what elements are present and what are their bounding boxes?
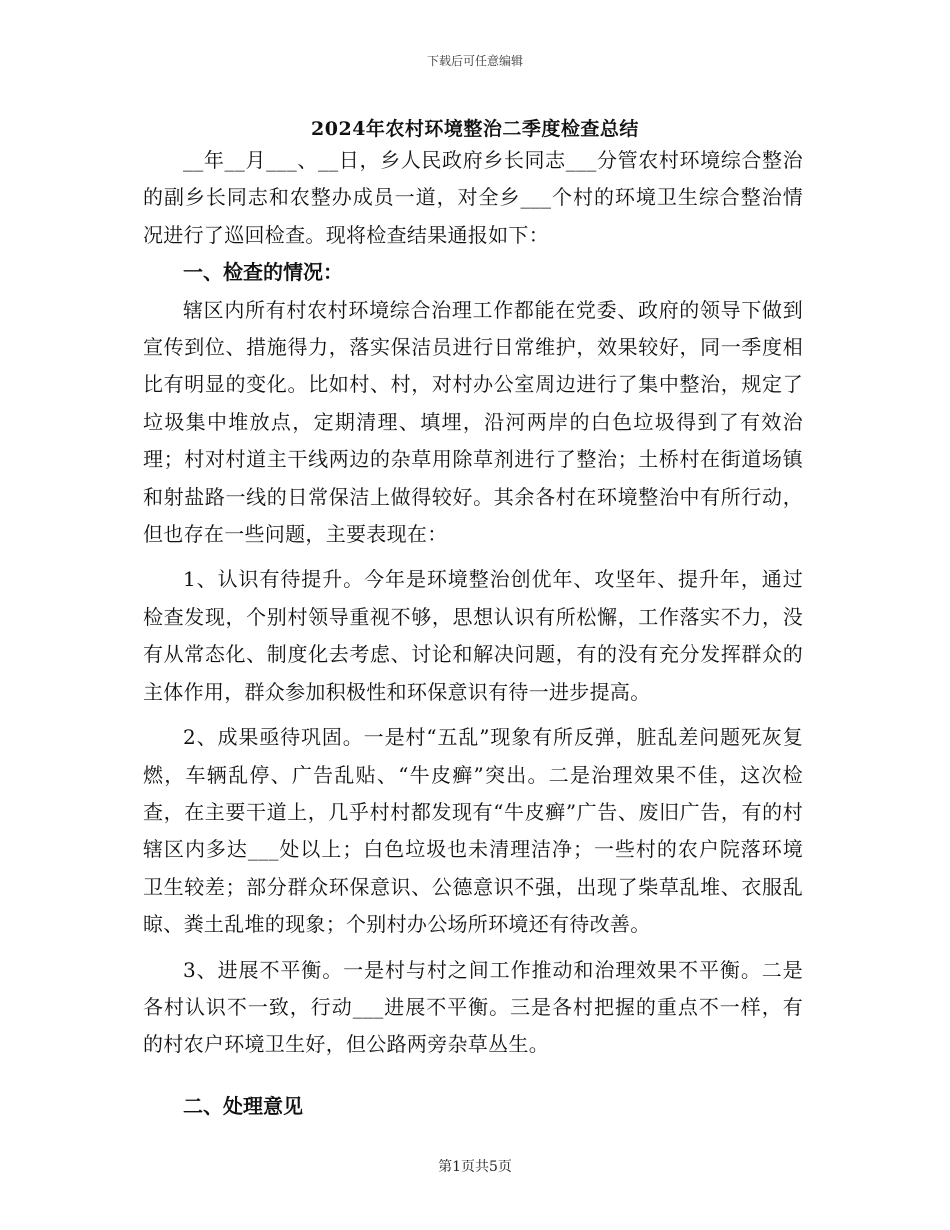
page-indicator: 第1页共5页 xyxy=(438,1159,512,1175)
point-results-paragraph: 2、成果亟待巩固。一是村“五乱”现象有所反弹，脏乱差问题死灰复燃，车辆乱停、广告乱贴、“牛皮癣”突出。二是治理效果不佳，这次检查，在主要干道上，几乎村村都发现有“牛皮癣”广告、废旧广告，有的村辖区内多达___处以上；白色垃圾也未清理洁净；一些村的农户院落环境卫生较差；部分群众环保意识、公德意识不强，出现了柴草乱堆、衣服乱晾、粪土乱堆的现象；个别村办公场所环境还有待改善。 xyxy=(143,725,803,937)
intro-paragraph: __年__月___、__日，乡人民政府乡长同志___分管农村环境综合整治的副乡长同志和农整办成员一道，对全乡___个村的环境卫生综合整治情况进行了巡回检查。现将检查结果通报如下： xyxy=(143,148,803,247)
point-progress-paragraph: 3、进展不平衡。一是村与村之间工作推动和治理效果不平衡。二是各村认识不一致，行动___进展不平衡。三是各村把握的重点不一样，有的村农户环境卫生好，但公路两旁杂草丛生。 xyxy=(143,957,803,1057)
paragraph-gap xyxy=(143,711,803,719)
inspection-paragraph: 辖区内所有村农村环境综合治理工作都能在党委、政府的领导下做到宣传到位、措施得力，落实保洁员进行日常维护，效果较好，同一季度相比有明显的变化。比如村、村，对村办公室周边进行了集中整治，规定了垃圾集中堆放点，定期清理、填埋，沿河两岸的白色垃圾得到了有效治理；村对村道主干线两边的杂草用除草剂进行了整治；土桥村在街道场镇和射盐路一线的日常保洁上做得较好。其余各村在环境整治中有所行动，但也存在一些问题，主要表现在： xyxy=(143,297,803,547)
paragraph-gap xyxy=(143,944,803,952)
paragraph-gap xyxy=(143,553,803,561)
page-header-note: 下载后可任意编辑 xyxy=(426,54,523,68)
section-heading-inspection: 一、检查的情况： xyxy=(183,260,343,285)
point-awareness-paragraph: 1、认识有待提升。今年是环境整治创优年、攻坚年、提升年，通过检查发现，个别村领导重视不够，思想认识有所松懈，工作落实不力，没有从常态化、制度化去考虑、讨论和解决问题，有的没有充分发挥群众的主体作用，群众参加积极性和环保意识有待一进步提高。 xyxy=(143,567,803,704)
section-gap xyxy=(143,1064,803,1088)
document-body xyxy=(143,142,803,1125)
section-heading-handling: 二、处理意见 xyxy=(183,1093,303,1118)
document-title: 2024年农村环境整治二季度检查总结 xyxy=(311,118,639,140)
